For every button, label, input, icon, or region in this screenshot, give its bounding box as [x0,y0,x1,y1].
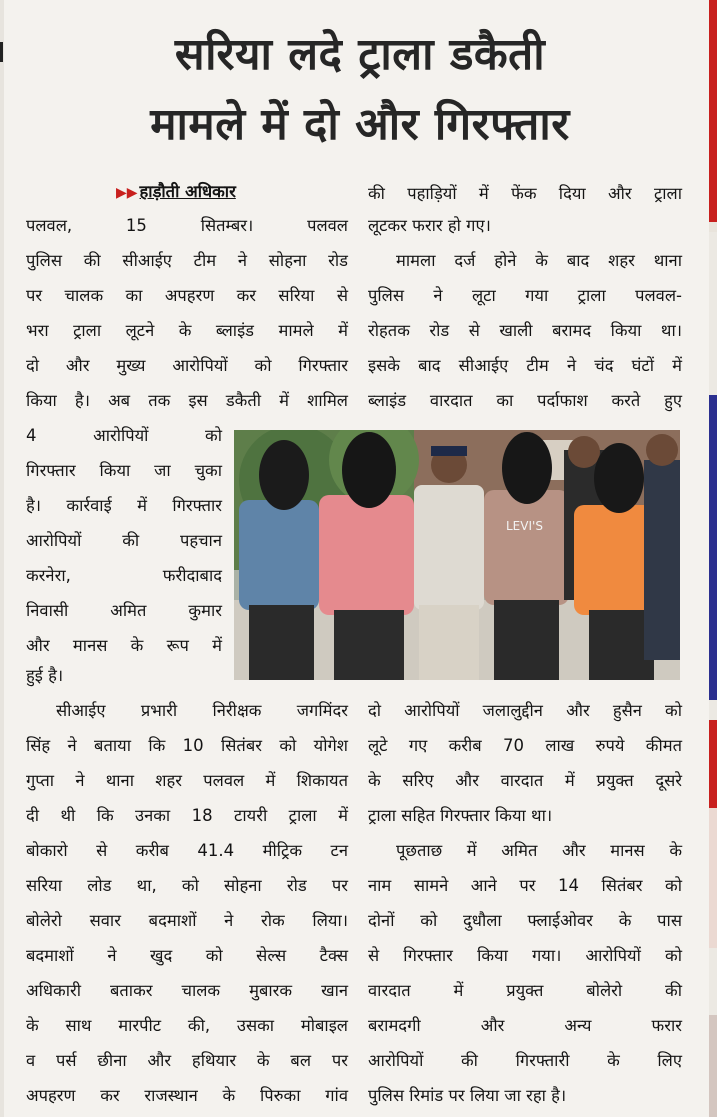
text-line: पूछताछ में अमित और मानस के [396,841,682,860]
text-line: बोलेरो सवार बदमाशों ने रोक लिया। [26,911,348,930]
text-line: वारदात में प्रयुक्त बोलेरो की [368,981,682,1000]
text-line: निवासी अमित कुमार [26,601,222,620]
text-line: पुलिस ने लूटा गया ट्राला पलवल- [368,286,682,305]
byline [116,180,236,205]
text-line: पर चालक का अपहरण कर सरिया से [26,286,348,305]
text-line: हुई है। [26,666,64,685]
text-line: इसके बाद सीआईए टीम ने चंद घंटों में [368,356,682,375]
text-line: करनेरा, फरीदाबाद [26,566,222,585]
text-line: गुप्ता ने थाना शहर पलवल में शिकायत [26,771,348,790]
text-line: सिंह ने बताया कि 10 सितंबर को योगेश [26,736,348,755]
text-line: है। कार्रवाई में गिरफ्तार [26,496,222,515]
text-line: बोकारो से करीब 41.4 मीट्रिक टन [26,841,348,860]
text-line: पलवल, 15 सितम्बर। पलवल [26,216,348,235]
text-line: से गिरफ्तार किया गया। आरोपियों को [368,946,682,965]
text-line: की पहाड़ियों में फेंक दिया और ट्राला [368,184,682,203]
text-line: के साथ मारपीट की, उसका मोबाइल [26,1016,348,1035]
text-line: दी थी कि उनका 18 टायरी ट्राला में [26,806,348,825]
text-line: व पर्स छीना और हथियार के बल पर [26,1051,348,1070]
text-line: अधिकारी बताकर चालक मुबारक खान [26,981,348,1000]
text-line: बरामदगी और अन्य फरार [368,1016,682,1035]
text-line: दोनों को दुधौला फ्लाईओवर के पास [368,911,682,930]
text-line: बदमाशों ने खुद को सेल्स टैक्स [26,946,348,965]
text-line: 4 आरोपियों को [26,426,222,445]
text-line: आरोपियों की पहचान [26,531,222,550]
byline-name: हाड़ौती अधिकार [139,182,236,201]
headline-line-1: सरिया लदे ट्राला डकैती [174,29,546,80]
text-line: सीआईए प्रभारी निरीक्षक जगमिंदर [56,701,348,720]
text-line: पुलिस की सीआईए टीम ने सोहना रोड [26,251,348,270]
text-line: दो आरोपियों जलालुद्दीन और हुसैन को [368,701,682,720]
page-right-margin [709,0,717,1117]
text-line: किया है। अब तक इस डकैती में शामिल [26,391,348,410]
text-line: रोहतक रोड से खाली बरामद किया था। [368,321,682,340]
text-line: अपहरण कर राजस्थान के पिरुका गांव [26,1086,348,1105]
adjacent-column-mark [0,42,3,62]
double-arrow-icon: ▶▶ [116,185,138,201]
text-line: गिरफ्तार किया जा चुका [26,461,222,480]
page-left-margin [0,0,4,1117]
text-line: ब्लाइंड वारदात का पर्दाफाश करते हुए [368,391,682,410]
text-line: और मानस के रूप में [26,636,222,655]
text-line: लूटकर फरार हो गए। [368,216,491,235]
text-line: आरोपियों की गिरफ्तारी के लिए [368,1051,682,1070]
text-line: भरा ट्राला लूटने के ब्लाइंड मामले में [26,321,348,340]
person-7 [644,434,680,660]
svg-text:LEVI'S: LEVI'S [506,519,543,533]
text-line: पुलिस रिमांड पर लिया जा रहा है। [368,1086,567,1105]
text-line: नाम सामने आने पर 14 सितंबर को [368,876,682,895]
text-line: ट्राला सहित गिरफ्तार किया था। [368,806,553,825]
text-line: सरिया लोड था, को सोहना रोड पर [26,876,348,895]
news-photo [234,430,680,680]
text-line: के सरिए और वारदात में प्रयुक्त दूसरे [368,771,682,790]
text-line: मामला दर्ज होने के बाद शहर थाना [396,251,682,270]
text-line: लूटे गए करीब 70 लाख रुपये कीमत [368,736,682,755]
headline-line-2: मामले में दो और गिरफ्तार [150,99,570,150]
text-line: दो और मुख्य आरोपियों को गिरफ्तार [26,356,348,375]
